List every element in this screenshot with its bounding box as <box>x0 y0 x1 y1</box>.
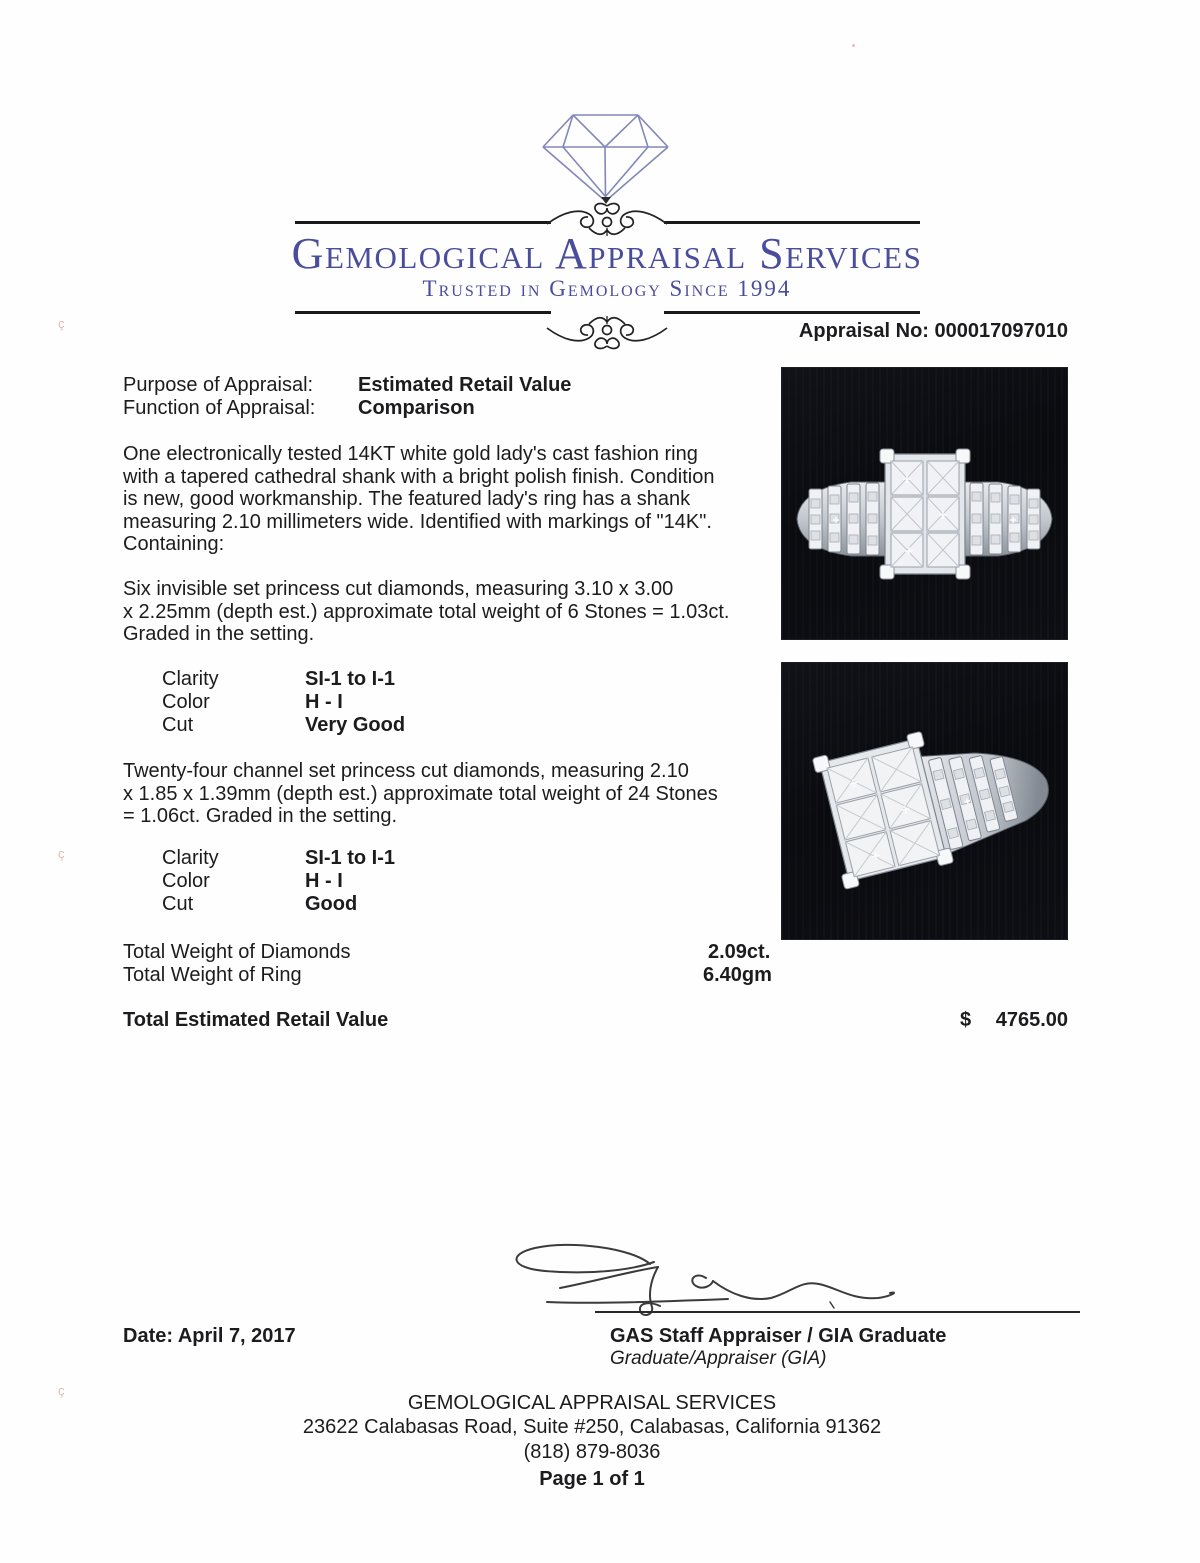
grade-label: Color <box>162 691 210 713</box>
stone-group-2-line: x 1.85 x 1.39mm (depth est.) approximate total weight of 24 Stones <box>123 782 718 805</box>
function-row <box>123 397 315 420</box>
total-ring-value: 6.40gm <box>703 964 772 986</box>
scan-artifact: ç <box>58 846 65 861</box>
stone-group-1-grades <box>0 668 760 740</box>
purpose-row <box>123 374 313 397</box>
date-line: Date: April 7, 2017 <box>123 1325 296 1347</box>
stone-group-2-line: = 1.06ct. Graded in the setting. <box>123 805 398 827</box>
grade-label: Clarity <box>162 668 219 690</box>
grade-value: Very Good <box>305 714 406 736</box>
item-description <box>123 443 714 556</box>
grade-value: SI-1 to I-1 <box>305 668 396 690</box>
stone-group-1-description <box>123 578 729 646</box>
header-rule-top-right <box>664 221 920 224</box>
total-diamonds-label: Total Weight of Diamonds <box>123 941 351 963</box>
description-line: measuring 2.10 millimeters wide. Identified with markings of "14K". <box>123 510 712 533</box>
footer-phone: (818) 879-8036 <box>523 1441 661 1463</box>
grade-label: Cut <box>162 714 194 736</box>
description-line: Containing: <box>123 533 225 555</box>
header-rule-bottom-right <box>664 311 920 314</box>
stone-group-2-grades <box>0 847 760 919</box>
purpose-label: Purpose of Appraisal: <box>123 374 314 396</box>
footer-address: 23622 Calabasas Road, Suite #250, Calabasas, California 91362 <box>302 1416 882 1438</box>
total-diamonds-value: 2.09ct. <box>708 941 771 963</box>
description-line: is new, good workmanship. The featured lady's ring has a shank <box>123 488 691 510</box>
grade-value: Good <box>305 893 358 915</box>
retail-value-label: Total Estimated Retail Value <box>123 1009 389 1031</box>
grade-label: Color <box>162 870 210 892</box>
appraiser-signature <box>500 1236 1100 1320</box>
grade-label: Clarity <box>162 847 219 869</box>
description-line: with a tapered cathedral shank with a bright polish finish. Condition <box>123 465 715 488</box>
currency-symbol: $ <box>960 1009 972 1031</box>
function-value: Comparison <box>358 397 475 419</box>
function-label: Function of Appraisal: <box>123 397 316 419</box>
footer-company: GEMOLOGICAL APPRAISAL SERVICES <box>407 1392 777 1414</box>
grade-value: H - I <box>305 691 343 713</box>
appraiser-title: GAS Staff Appraiser / GIA Graduate <box>610 1325 947 1347</box>
ring-photo-top-view <box>781 367 1068 640</box>
appraiser-subtitle: Graduate/Appraiser (GIA) <box>610 1348 827 1369</box>
footer-page-number: Page 1 of 1 <box>539 1468 645 1490</box>
total-ring-label: Total Weight of Ring <box>123 964 302 986</box>
stone-group-1-line: Six invisible set princess cut diamonds, measuring 3.10 x 3.00 <box>123 578 674 600</box>
retail-value-amount: 4765.00 <box>995 1009 1068 1031</box>
flourish-ornament-bottom-icon <box>545 306 669 354</box>
appraisal-number-value: 000017097010 <box>934 320 1068 342</box>
ring-photo-side-view <box>781 662 1068 940</box>
description-line: One electronically tested 14KT white gold lady's cast fashion ring <box>123 443 698 465</box>
diamond-icon <box>523 103 688 205</box>
header-rule-top-left <box>295 221 551 224</box>
scan-artifact <box>852 44 855 47</box>
scan-artifact: ç <box>58 316 65 331</box>
brand-tagline: Trusted in Gemology Since 1994 <box>422 276 792 301</box>
grade-value: SI-1 to I-1 <box>305 847 396 869</box>
purpose-value: Estimated Retail Value <box>358 374 572 396</box>
stone-group-1-line: x 2.25mm (depth est.) approximate total weight of 6 Stones = 1.03ct. <box>123 600 730 623</box>
appraisal-number <box>799 320 1068 343</box>
brand-title: Gemological Appraisal Services <box>291 229 923 278</box>
stone-group-2-line: Twenty-four channel set princess cut diamonds, measuring 2.10 <box>123 760 689 782</box>
signature-rule <box>595 1311 1080 1313</box>
grade-label: Cut <box>162 893 194 915</box>
grade-value: H - I <box>305 870 343 892</box>
scan-artifact: ç <box>58 1383 65 1398</box>
stone-group-2-description <box>123 760 718 828</box>
appraisal-number-label: Appraisal No: <box>798 320 929 342</box>
stone-group-1-line: Graded in the setting. <box>123 623 315 645</box>
header-rule-bottom-left <box>295 311 551 314</box>
